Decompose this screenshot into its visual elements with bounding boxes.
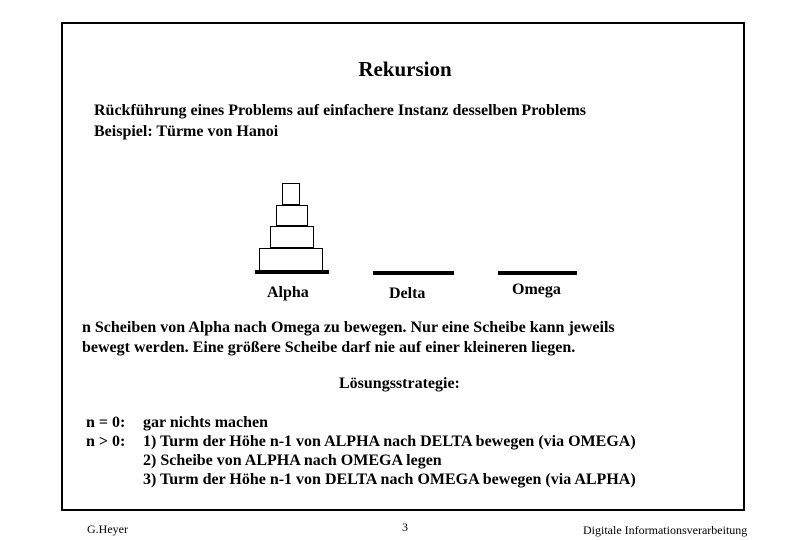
strategy-step-2-row [86, 451, 636, 470]
disk-medium [270, 226, 314, 248]
case-0-condition: n = 0: [86, 414, 126, 431]
case-1-condition: n > 0: [86, 433, 126, 450]
step-2: 2) Scheibe von ALPHA nach OMEGA legen [143, 452, 442, 469]
strategy-step-3-row [86, 470, 636, 489]
step-1: 1) Turm der Höhe n-1 von ALPHA nach DELTA bewegen (via OMEGA) [143, 433, 636, 450]
disk-large [259, 248, 323, 271]
peg-delta [373, 271, 454, 275]
footer-author: G.Heyer [87, 522, 128, 536]
strategy-heading: Lösungsstrategie: [339, 375, 460, 392]
footer-page-number: 3 [402, 520, 408, 534]
peg-omega [498, 271, 577, 275]
disk-small [276, 205, 308, 226]
intro-line-1: Rückführung eines Problems auf einfachere Instanz desselben Problems [94, 102, 587, 119]
disk-smallest [282, 183, 300, 205]
description-line-1: n Scheiben von Alpha nach Omega zu bewegen. Nur eine Scheibe kann jeweils [82, 319, 615, 336]
peg-alpha [255, 270, 329, 274]
label-omega: Omega [512, 281, 561, 298]
label-delta: Delta [389, 285, 426, 302]
footer-course: Digitale Informationsverarbeitung [583, 523, 748, 537]
strategy-case-1 [86, 432, 636, 451]
description-line-2: bewegt werden. Eine größere Scheibe darf nie auf einer kleineren liegen. [82, 339, 576, 356]
slide-title: Rekursion [358, 57, 452, 81]
intro-line-2: Beispiel: Türme von Hanoi [94, 123, 279, 140]
step-3: 3) Turm der Höhe n-1 von DELTA nach OMEGA bewegen (via ALPHA) [143, 471, 636, 488]
strategy-list [86, 413, 636, 489]
strategy-case-0 [86, 413, 636, 432]
case-0-text: gar nichts machen [143, 414, 269, 431]
label-alpha: Alpha [267, 284, 309, 301]
